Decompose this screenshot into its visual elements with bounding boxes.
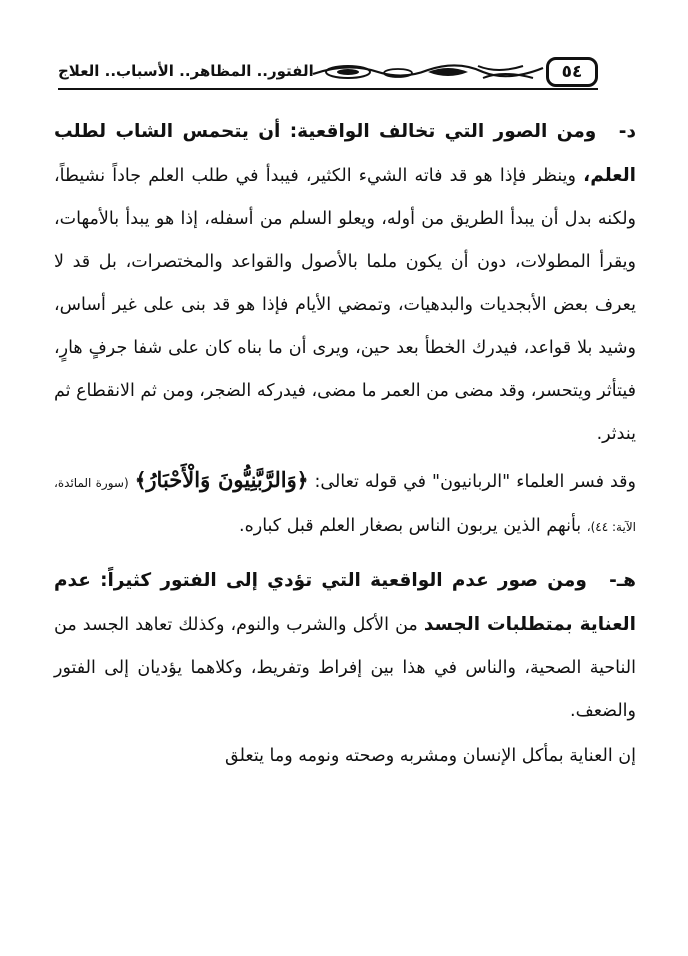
paragraph-text: من الأكل والشرب والنوم، وكذلك تعاهد الجسد من الناحية الصحية، والناس في هذا بين إفراط وتفريط، وكلاهما يؤديان إلى الفتور والضعف.	[54, 615, 636, 721]
decorative-ornament-icon	[308, 60, 548, 84]
paragraph-section-h	[54, 559, 636, 733]
verse-citation: (سورة المائدة، الآية: ٤٤)،	[54, 476, 636, 534]
quran-brace-close: ﴾	[134, 468, 147, 492]
paragraph-rabbaniyyun	[54, 458, 636, 549]
section-lead: ومن صور عدم الواقعية التي تؤدي إلى الفتور كثيراً: عدم العناية بمتطلبات الجسد	[54, 570, 636, 635]
quran-brace-open: ﴿	[296, 468, 309, 492]
header-divider	[58, 88, 598, 90]
quran-verse: وَالرَّبَّنِيُّونَ وَالْأَحْبَارُ	[146, 467, 297, 492]
page-number: ٥٤	[546, 57, 598, 87]
paragraph-section-d	[54, 110, 636, 456]
section-marker: د-	[618, 121, 636, 142]
page-header	[58, 52, 618, 96]
paragraph-text: إن العناية بمأكل الإنسان ومشربه وصحته ونومه وما يتعلق	[224, 746, 636, 766]
paragraph-text: وينظر فإذا هو قد فاته الشيء الكثير، فيبدأ في طلب العلم جاداً نشيطاً، ولكنه بدل أن يبدأ الطريق من أوله، ويعلو السلم من أسفله، إذا هو يبدأ بالأمهات، ويقرأ المطولات، دون أن يكون ملما بالأصول والقواعد والمختصرات، بل قد لا يعرف بعض الأبجديات والبدهيات، وتمضي الأيام فإذا هو قد بنى على غير أساس، وشيد بلا قواعد، فيدرك الخطأ بعد حين، ويرى أن ما بناه كان على شفا جرفٍ هارٍ، فيتأثر ويتحسر، وقد مضى من العمر ما مضى، فيدركه الضجر، ومن ثم الانقطاع ثم يندثر.	[54, 166, 636, 444]
running-title: الفتور.. المظاهر.. الأسباب.. العلاج	[58, 62, 314, 80]
section-lead: ومن الصور التي تخالف الواقعية: أن يتحمس الشاب لطلب العلم،	[54, 121, 636, 186]
paragraph-text: وقد فسر العلماء "الربانيون" في قوله تعالى:	[314, 472, 636, 492]
section-marker: هـ-	[609, 570, 636, 591]
paragraph-closing	[54, 735, 636, 778]
paragraph-text: بأنهم الذين يربون الناس بصغار العلم قبل كباره.	[239, 516, 582, 536]
page-body	[54, 110, 636, 778]
